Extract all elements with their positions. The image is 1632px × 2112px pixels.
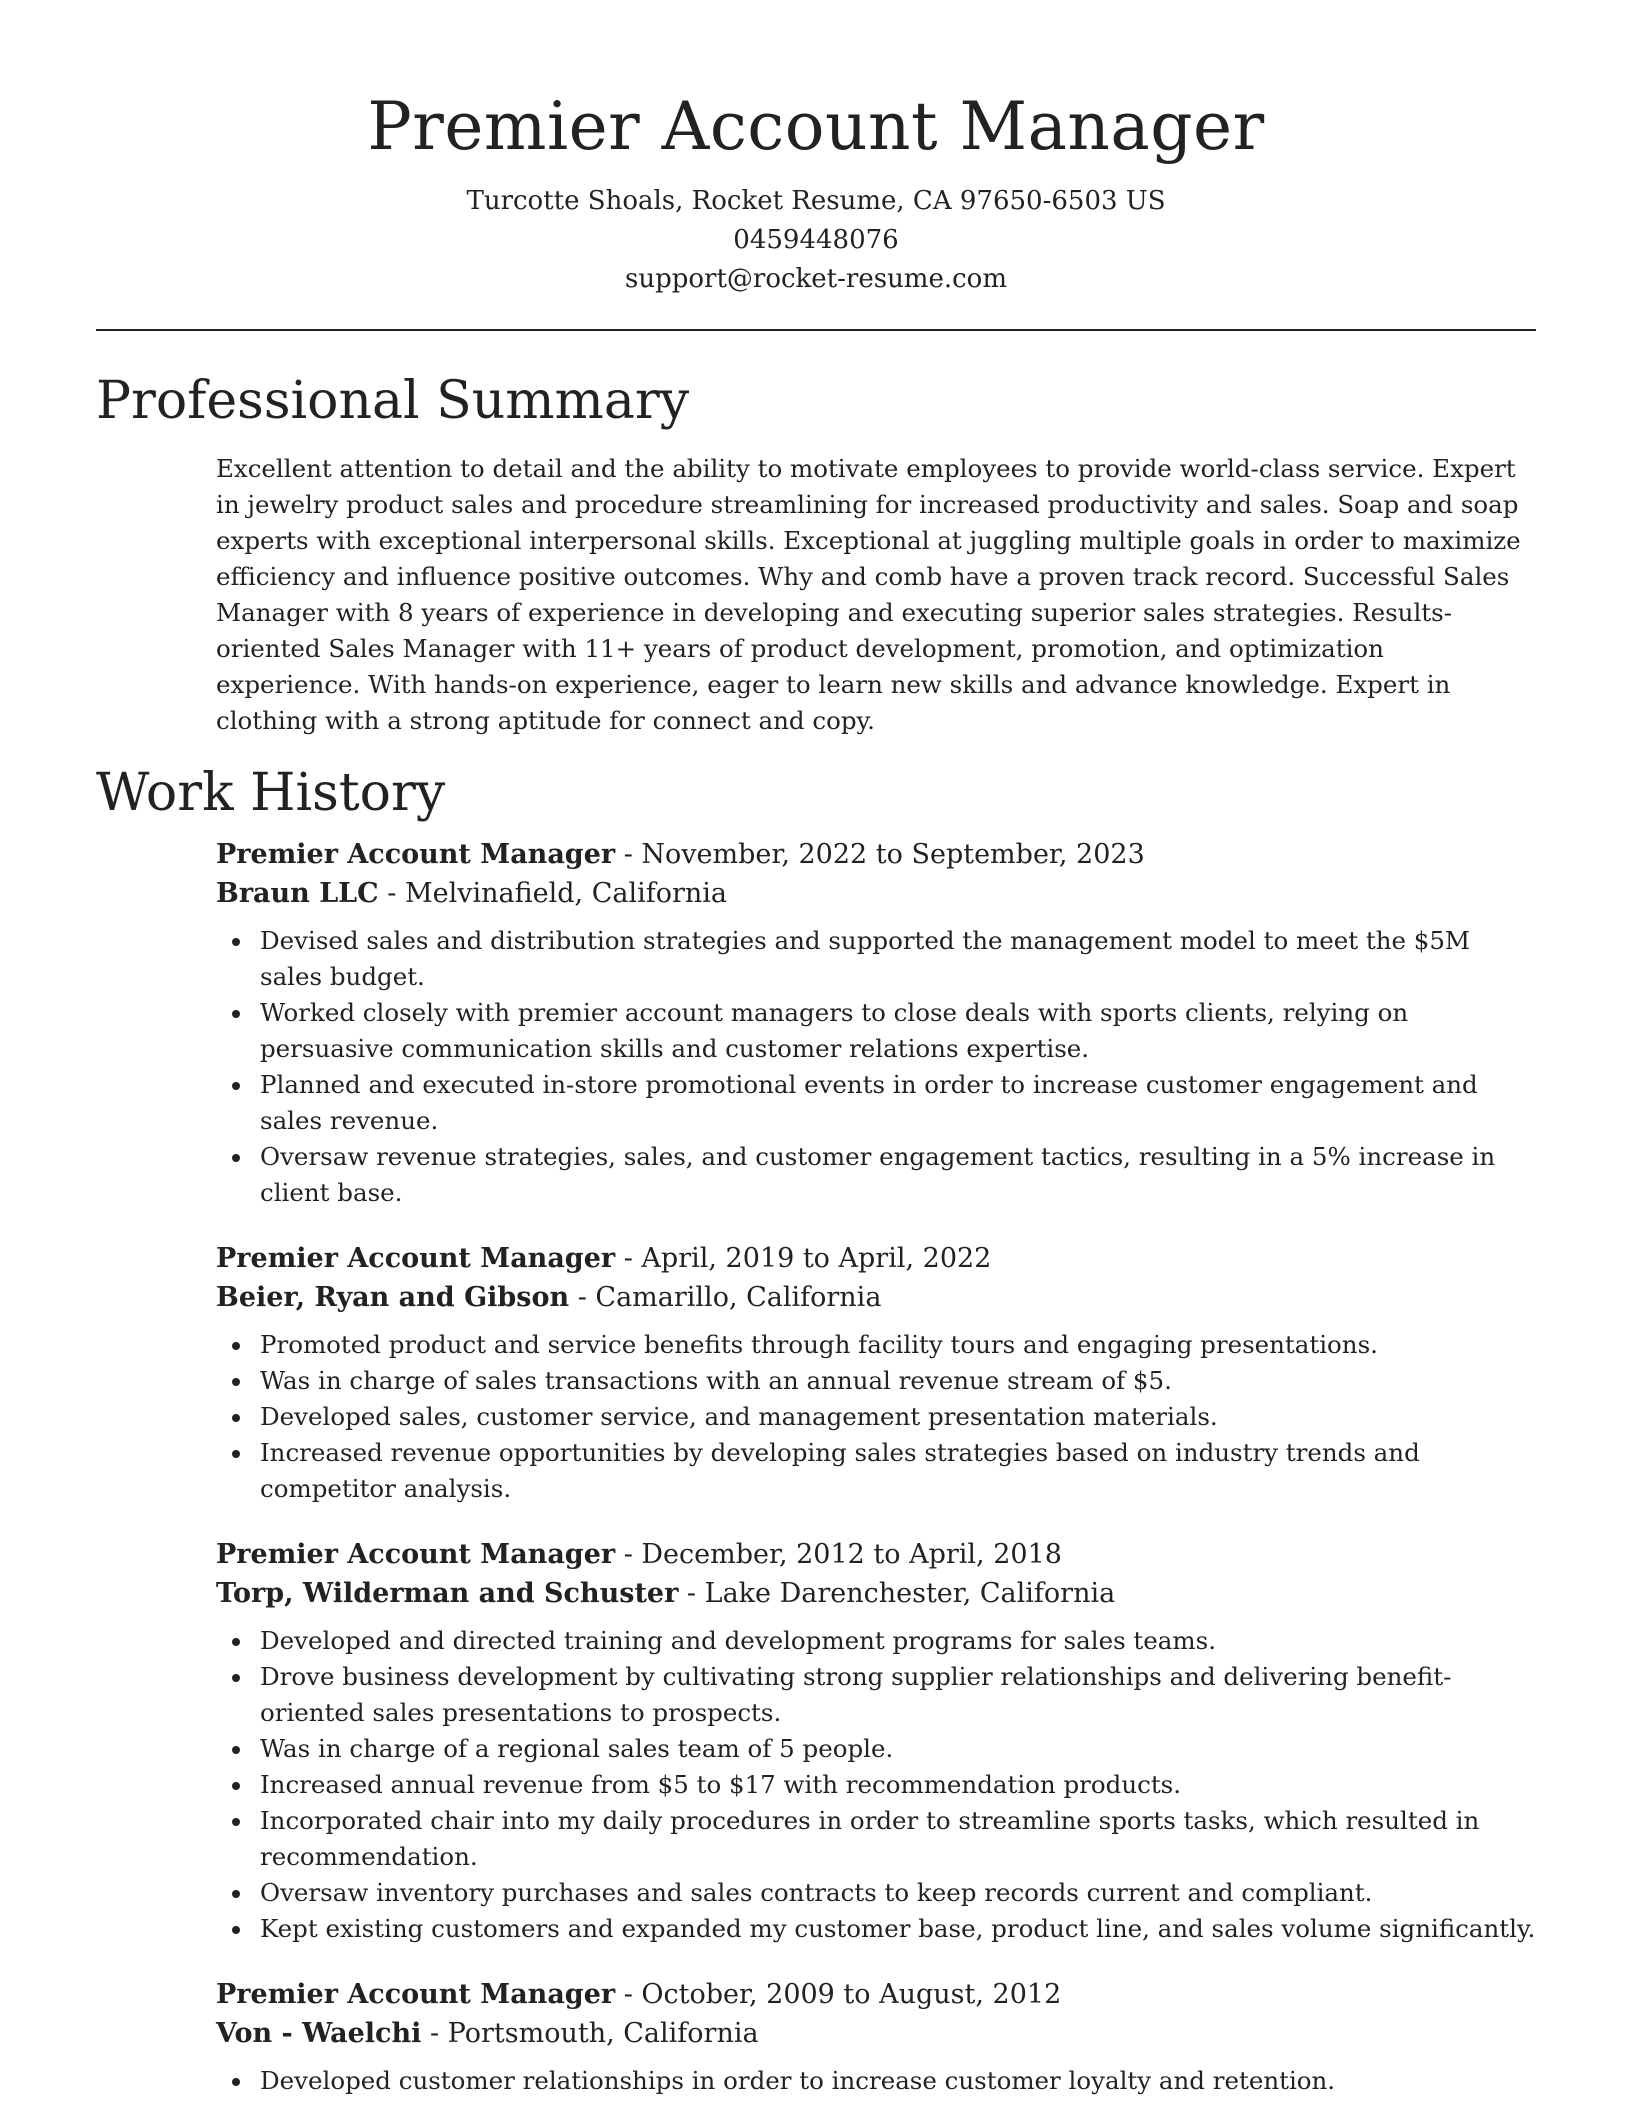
bullet-text: Developed customer relationships in order to increase customer loyalty and retention. — [260, 2066, 1336, 2095]
bullet-dot-icon — [232, 1010, 240, 1018]
job-location: Camarillo, California — [595, 1282, 882, 1313]
bullet-text: Devised sales and distribution strategies and supported the management model to meet the $5M sales budget. — [260, 926, 1471, 991]
bullet-text: Promoted product and service benefits through facility tours and engaging presentations. — [260, 1330, 1378, 1359]
bullet-item — [216, 1911, 1536, 1947]
job-dates: April, 2019 to April, 2022 — [641, 1243, 992, 1274]
job-title: Premier Account Manager — [216, 839, 616, 870]
bullet-item — [216, 1623, 1536, 1659]
job-title-line — [216, 835, 1536, 874]
bullet-text: Planned and executed in-store promotional events in order to increase customer engagement and sales revenue. — [260, 1070, 1478, 1135]
bullet-text: Developed and directed training and development programs for sales teams. — [260, 1626, 1216, 1655]
job-bullets — [216, 1623, 1536, 1947]
company-name: Von - Waelchi — [216, 2018, 422, 2049]
separator: - — [577, 1282, 596, 1313]
company-name: Beier, Ryan and Gibson — [216, 1282, 570, 1313]
bullet-item — [216, 1435, 1536, 1507]
separator: - — [623, 1979, 642, 2010]
bullet-text: Worked closely with premier account managers to close deals with sports clients, relying on persuasive communication skills and customer relations expertise. — [260, 998, 1409, 1063]
bullet-item — [216, 1139, 1536, 1211]
job-company-line — [216, 2014, 1536, 2053]
job-title-line — [216, 1239, 1536, 1278]
job-title: Premier Account Manager — [216, 1539, 616, 1570]
email-address: support@rocket-resume.com — [624, 264, 1007, 294]
job-bullets — [216, 1327, 1536, 1507]
job-title: Premier Account Manager — [216, 1243, 616, 1274]
bullet-item — [216, 1659, 1536, 1731]
bullet-dot-icon — [232, 1154, 240, 1162]
bullet-item — [216, 995, 1536, 1067]
bullet-dot-icon — [232, 1818, 240, 1826]
bullet-item — [216, 1767, 1536, 1803]
bullet-text: Incorporated chair into my daily procedures in order to streamline sports tasks, which resulted in recommendation. — [260, 1806, 1480, 1871]
job-dates: December, 2012 to April, 2018 — [641, 1539, 1062, 1570]
bullet-item — [216, 1803, 1536, 1875]
bullet-dot-icon — [232, 1926, 240, 1934]
bullet-item — [216, 1875, 1536, 1911]
bullet-dot-icon — [232, 1746, 240, 1754]
bullet-dot-icon — [232, 1378, 240, 1386]
separator: - — [387, 878, 405, 909]
resume-page — [96, 0, 1536, 2099]
company-name: Torp, Wilderman and Schuster — [216, 1578, 679, 1609]
bullet-item — [216, 2063, 1536, 2099]
job-dates: November, 2022 to September, 2023 — [641, 839, 1145, 870]
job-company-line — [216, 1278, 1536, 1317]
work-history-heading: Work History — [96, 763, 446, 823]
bullet-dot-icon — [232, 938, 240, 946]
bullet-text: Was in charge of a regional sales team of 5 people. — [260, 1734, 894, 1763]
bullet-dot-icon — [232, 1342, 240, 1350]
bullet-text: Increased annual revenue from $5 to $17 with recommendation products. — [260, 1770, 1182, 1799]
summary-text: Excellent attention to detail and the ability to motivate employees to provide world-class service. Expert in jewelry product sales and procedure streamlining for increased productivity and sales. Soap and soap experts with exceptional interpersonal skills. Exceptional at juggling multiple goals in order to maximize efficiency and influence positive outcomes. Why and comb have a proven track record. Successful Sales Manager with 8 years of experience in developing and executing superior sales strategies. Results-oriented Sales Manager with 11+ years of product development, promotion, and optimization experience. With hands-on experience, eager to learn new skills and advance knowledge. Expert in clothing with a strong aptitude for connect and copy. — [216, 454, 1521, 735]
separator: - — [686, 1578, 705, 1609]
bullet-dot-icon — [232, 1890, 240, 1898]
separator: - — [623, 1539, 642, 1570]
bullet-item — [216, 1399, 1536, 1435]
bullet-text: Increased revenue opportunities by developing sales strategies based on industry trends and competitor analysis. — [260, 1438, 1420, 1503]
bullet-text: Was in charge of sales transactions with an annual revenue stream of $5. — [260, 1366, 1172, 1395]
bullet-text: Kept existing customers and expanded my customer base, product line, and sales volume significantly. — [260, 1914, 1536, 1943]
candidate-name: Premier Account Manager — [367, 88, 1265, 165]
bullet-dot-icon — [232, 2078, 240, 2086]
separator: - — [429, 2018, 448, 2049]
job-location: Portsmouth, California — [447, 2018, 759, 2049]
job-company-line — [216, 874, 1536, 913]
phone-number: 0459448076 — [733, 225, 899, 255]
job-bullets — [216, 2063, 1536, 2099]
summary-heading: Professional Summary — [96, 371, 690, 431]
job-dates: October, 2009 to August, 2012 — [641, 1979, 1062, 2010]
separator: - — [623, 1243, 642, 1274]
resume-header — [96, 0, 1536, 299]
bullet-dot-icon — [232, 1674, 240, 1682]
bullet-dot-icon — [232, 1638, 240, 1646]
bullet-item — [216, 923, 1536, 995]
bullet-dot-icon — [232, 1082, 240, 1090]
bullet-text: Developed sales, customer service, and management presentation materials. — [260, 1402, 1218, 1431]
bullet-text: Oversaw inventory purchases and sales contracts to keep records current and compliant. — [260, 1878, 1373, 1907]
bullet-item — [216, 1067, 1536, 1139]
job-location: Lake Darenchester, California — [704, 1578, 1116, 1609]
bullet-item — [216, 1363, 1536, 1399]
bullet-item — [216, 1327, 1536, 1363]
bullet-dot-icon — [232, 1450, 240, 1458]
contact-block — [96, 182, 1536, 299]
job-bullets — [216, 923, 1536, 1211]
job-title-line — [216, 1975, 1536, 2014]
job-entry — [216, 1535, 1536, 1947]
bullet-text: Oversaw revenue strategies, sales, and customer engagement tactics, resulting in a 5% increase in client base. — [260, 1142, 1496, 1207]
job-title-line — [216, 1535, 1536, 1574]
header-divider — [96, 329, 1536, 331]
job-location: Melvinafield, California — [404, 878, 727, 909]
bullet-dot-icon — [232, 1782, 240, 1790]
job-list — [96, 835, 1536, 2099]
separator: - — [623, 839, 642, 870]
bullet-item — [216, 1731, 1536, 1767]
job-entry — [216, 835, 1536, 1211]
bullet-dot-icon — [232, 1414, 240, 1422]
job-entry — [216, 1239, 1536, 1507]
job-company-line — [216, 1574, 1536, 1613]
bullet-text: Drove business development by cultivating strong supplier relationships and delivering benefit-oriented sales presentations to prospects. — [260, 1662, 1452, 1727]
company-name: Braun LLC — [216, 878, 379, 909]
job-title: Premier Account Manager — [216, 1979, 616, 2010]
address: Turcotte Shoals, Rocket Resume, CA 97650-6503 US — [466, 186, 1166, 216]
job-entry — [216, 1975, 1536, 2099]
